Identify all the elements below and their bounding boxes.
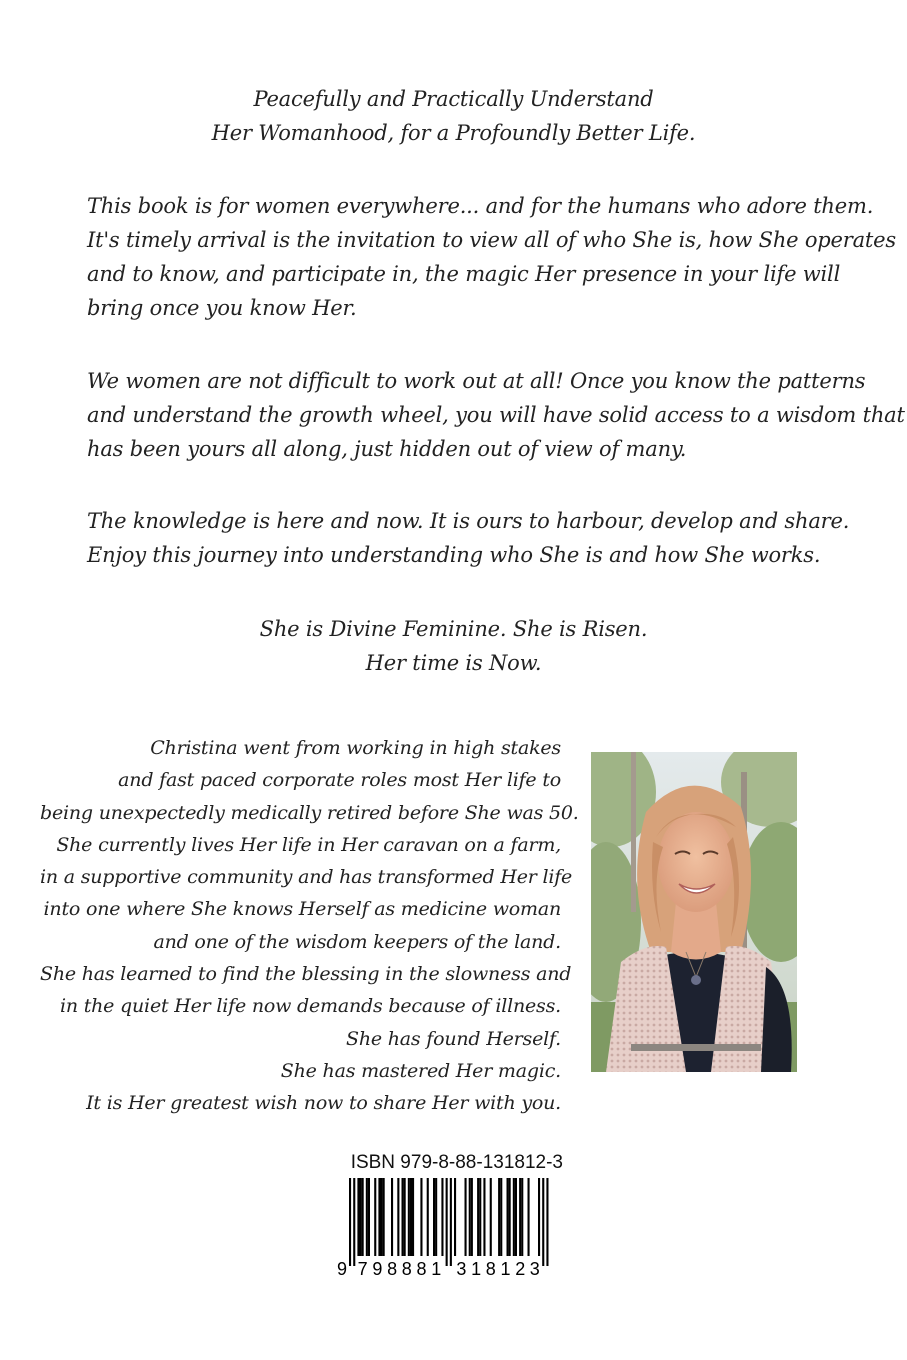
barcode-bar bbox=[450, 1178, 452, 1266]
barcode-bar bbox=[410, 1178, 412, 1256]
barcode-bar bbox=[397, 1178, 399, 1256]
barcode-bar bbox=[357, 1178, 359, 1256]
tagline-line: Her Womanhood, for a Profoundly Better Life. bbox=[211, 121, 696, 145]
barcode-bar bbox=[542, 1178, 544, 1266]
barcode-digit: 9 bbox=[337, 1259, 348, 1278]
barcode-bar bbox=[471, 1178, 473, 1256]
barcode-bar bbox=[469, 1178, 471, 1256]
barcode-icon bbox=[337, 1178, 563, 1278]
barcode-bar bbox=[362, 1178, 364, 1256]
barcode-digit: 1 bbox=[431, 1259, 442, 1278]
barcode-bar bbox=[538, 1178, 540, 1256]
paragraph-line: Enjoy this journey into understanding who She is and how She works. bbox=[87, 543, 821, 567]
barcode-bar bbox=[519, 1178, 521, 1256]
paragraph-line: It's timely arrival is the invitation to view all of who She is, how She operates bbox=[87, 228, 896, 252]
barcode-digit: 8 bbox=[485, 1259, 496, 1278]
barcode-digit: 7 bbox=[357, 1259, 368, 1278]
paragraph-line: and to know, and participate in, the magic Her presence in your life will bbox=[87, 262, 841, 286]
barcode-bar bbox=[509, 1178, 511, 1256]
barcode-digit: 1 bbox=[500, 1259, 511, 1278]
barcode-digit: 8 bbox=[387, 1259, 398, 1278]
barcode-bar bbox=[513, 1178, 515, 1256]
barcode-digit: 1 bbox=[471, 1259, 482, 1278]
barcode-digit: 2 bbox=[515, 1259, 526, 1278]
barcode-digit: 9 bbox=[372, 1259, 383, 1278]
barcode-bar bbox=[391, 1178, 393, 1256]
barcode-bar bbox=[521, 1178, 523, 1256]
closing-statement bbox=[0, 612, 907, 680]
barcode-bar bbox=[404, 1178, 406, 1256]
barcode-digit: 3 bbox=[456, 1259, 467, 1278]
barcode-bar bbox=[490, 1178, 492, 1256]
paragraph-line: This book is for women everywhere... and for the humans who adore them. bbox=[87, 194, 874, 218]
blurb-paragraph-2 bbox=[87, 364, 905, 466]
barcode-bar bbox=[435, 1178, 437, 1256]
barcode-digit: 8 bbox=[401, 1259, 412, 1278]
barcode-digit: 3 bbox=[529, 1259, 540, 1278]
barcode-bar bbox=[420, 1178, 422, 1256]
barcode-bar bbox=[465, 1178, 467, 1256]
isbn-label: ISBN 979-8-88-131812-3 bbox=[350, 1152, 563, 1173]
blurb-paragraph-3 bbox=[87, 504, 849, 572]
paragraph-line: bring once you know Her. bbox=[87, 296, 357, 320]
tagline-line: Peacefully and Practically Understand bbox=[253, 87, 654, 111]
paragraph-line: The knowledge is here and now. It is ours to harbour, develop and share. bbox=[87, 509, 850, 533]
bio-line: She has learned to find the blessing in the slowness and bbox=[40, 963, 572, 986]
barcode-bar bbox=[500, 1178, 502, 1256]
paragraph-line: We women are not difficult to work out at all! Once you know the patterns bbox=[87, 369, 866, 393]
barcode-bar bbox=[483, 1178, 485, 1256]
bio-line: and one of the wisdom keepers of the land. bbox=[153, 930, 561, 953]
barcode-bar bbox=[383, 1178, 385, 1256]
barcode-bar bbox=[353, 1178, 355, 1266]
barcode-bar bbox=[507, 1178, 509, 1256]
bio-line: It is Her greatest wish now to share Her with you. bbox=[86, 1092, 561, 1115]
barcode-bar bbox=[349, 1178, 351, 1266]
tagline bbox=[0, 82, 907, 150]
barcode-bar bbox=[402, 1178, 404, 1256]
barcode-bar bbox=[498, 1178, 500, 1256]
barcode-bar bbox=[378, 1178, 380, 1256]
barcode-bar bbox=[366, 1178, 368, 1256]
barcode-bar bbox=[546, 1178, 548, 1266]
bio-line: in the quiet Her life now demands because of illness. bbox=[59, 995, 561, 1018]
paragraph-line: has been yours all along, just hidden out of view of many. bbox=[87, 437, 687, 461]
closing-line: Her time is Now. bbox=[365, 651, 542, 675]
bio-line: She has mastered Her magic. bbox=[280, 1059, 561, 1082]
barcode-digit: 8 bbox=[416, 1259, 427, 1278]
barcode-bar bbox=[412, 1178, 414, 1256]
barcode-bar bbox=[433, 1178, 435, 1256]
barcode-bar bbox=[381, 1178, 383, 1256]
barcode-bar bbox=[515, 1178, 517, 1256]
barcode-bar bbox=[408, 1178, 410, 1256]
barcode-bar bbox=[427, 1178, 429, 1256]
barcode-bar bbox=[441, 1178, 443, 1256]
barcode-bar bbox=[454, 1178, 456, 1256]
blurb-paragraph-1 bbox=[87, 189, 896, 325]
barcode-bar bbox=[479, 1178, 481, 1256]
author-bio bbox=[40, 732, 579, 1120]
barcode-bar bbox=[446, 1178, 448, 1266]
bio-line: She has found Herself. bbox=[346, 1027, 561, 1050]
barcode-bar bbox=[528, 1178, 530, 1256]
bio-line: being unexpectedly medically retired before She was 50. bbox=[40, 801, 579, 824]
author-photo-icon bbox=[591, 752, 797, 1072]
bio-line: She currently lives Her life in Her caravan on a farm, bbox=[56, 833, 561, 856]
bio-line: into one where She knows Herself as medicine woman bbox=[43, 898, 561, 921]
barcode-bar bbox=[368, 1178, 370, 1256]
closing-line: She is Divine Feminine. She is Risen. bbox=[259, 617, 648, 641]
bio-line: in a supportive community and has transformed Her life bbox=[40, 866, 573, 889]
barcode-bar bbox=[477, 1178, 479, 1256]
barcode-bar bbox=[360, 1178, 362, 1256]
bio-line: Christina went from working in high stakes bbox=[150, 737, 561, 759]
bio-line: and fast paced corporate roles most Her life to bbox=[118, 769, 561, 792]
barcode-bar bbox=[374, 1178, 376, 1256]
paragraph-line: and understand the growth wheel, you will have solid access to a wisdom that bbox=[87, 403, 905, 427]
